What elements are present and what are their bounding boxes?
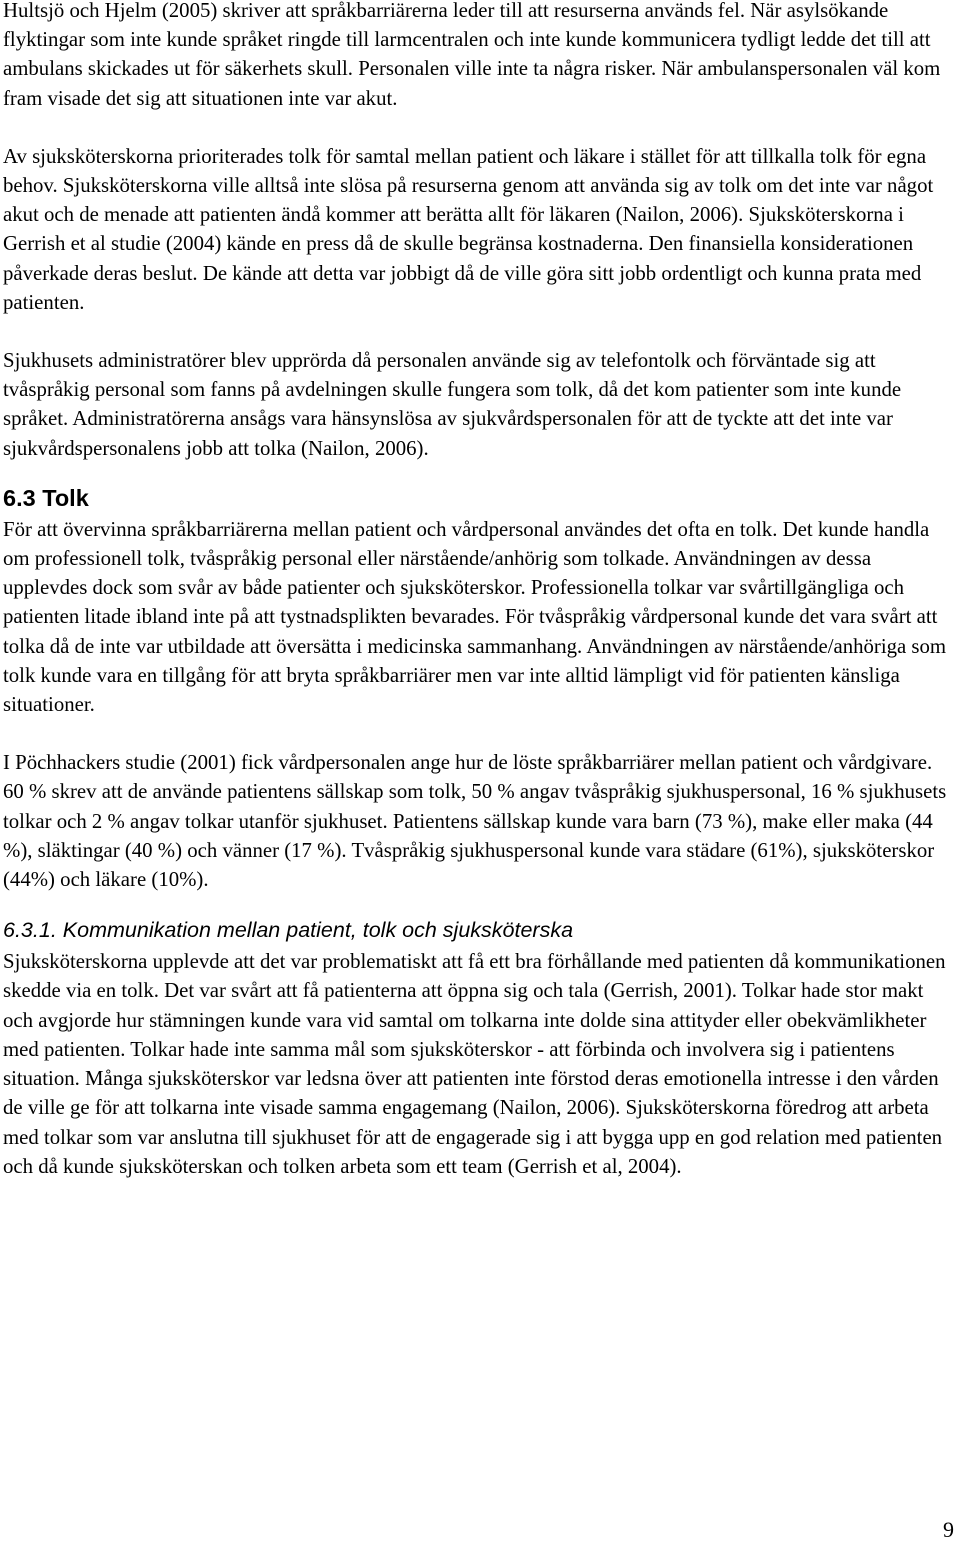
- sentence: Patientens sällskap kunde vara barn (73 %), make eller maka (44 %), släktingar (40 %) och vänner (17 %).: [3, 809, 933, 862]
- sentence: Många sjuksköterskor var ledsna över att patienten inte förstod deras emotionella intresse i den vården de ville ge för att tolkarna inte visade samma engagemang (Nailon, 2006).: [3, 1067, 939, 1120]
- sentence: Det kunde handla om professionell tolk, tvåspråkig personal eller närstående/anhörig som tolkade.: [3, 517, 930, 571]
- sentence: Sjukhusets administratörer blev upprörda då personalen använde sig av telefontolk och förväntade sig att tvåspråkig personal som fanns på avdelningen skulle fungera som tolk, då det kom patienter som inte kunde språket.: [3, 349, 902, 431]
- paragraph-interpreter-types: [3, 515, 958, 719]
- paragraph-communication: [3, 947, 958, 1181]
- document-page: [3, 0, 958, 1181]
- sentence: Användningen av närstående/anhöriga som tolk kunde vara en tillgång för att bryta språkbarriärer men var inte alltid lämpligt vid för patienten känsliga situationer.: [3, 634, 947, 717]
- sentence: Det var svårt att få patienterna att öppna sig och tala (Gerrish, 2001).: [164, 979, 737, 1003]
- sentence: Den finansiella konsiderationen påverkade deras beslut.: [3, 232, 914, 285]
- sentence: Sjuksköterskorna ville alltså inte slösa på resurserna genom att använda sig av tolk om det inte var något akut och de menade att patienten ändå kommer att berätta allt för läkaren (Nailon, 2006).: [3, 174, 934, 227]
- paragraph-pochhacker-study: [3, 748, 958, 894]
- section-number: 6.3.1.: [3, 918, 57, 943]
- sentence: För tvåspråkig vårdpersonal kunde det vara svårt att tolka då de inte var utbildade att översätta i medicinska sammanhang.: [3, 605, 938, 658]
- sentence: Tolkar hade inte samma mål som sjuksköterskor - att förbinda och involvera sig i patientens situation.: [3, 1037, 895, 1091]
- paragraph-administrators: [3, 346, 958, 463]
- sentence: Sjuksköterskorna föredrog att arbeta med tolkar som var anslutna till sjukhuset för att de engagerade sig i att bygga upp en god relation med patienten och då kunde sjuksköterskan och tolken arbeta som ett team (Gerrish et al, 2004).: [3, 1096, 943, 1178]
- sentence: Professionella tolkar var svårtillgängliga och patienten litade ibland inte på att tystnadsplikten bevarades.: [3, 576, 904, 629]
- sentence: Sjuksköterskorna i Gerrish et al studie (2004) kände en press då de skulle begränsa kostnaderna.: [3, 203, 904, 256]
- section-title: Tolk: [42, 484, 89, 511]
- sentence: Av sjuksköterskorna prioriterades tolk för samtal mellan patient och läkare i stället för att tillkalla tolk för egna behov.: [3, 144, 927, 198]
- sentence: I Pöchhackers studie (2001) fick vårdpersonalen ange hur de löste språkbarriärer mellan patient och vårdgivare.: [3, 751, 933, 775]
- section-title: Kommunikation mellan patient, tolk och sjuksköterska: [62, 918, 574, 943]
- sentence: Sjuksköterskorna upplevde att det var problematiskt att få ett bra förhållande med patienten då kommunikationen skedde via en tolk.: [3, 950, 946, 1003]
- section-heading-6-3-1: [3, 915, 958, 945]
- sentence: För att övervinna språkbarriärerna mellan patient och vårdpersonal användes det ofta en tolk.: [3, 517, 778, 541]
- paragraph-interpreter-priority: [3, 142, 958, 317]
- sentence: De kände att detta var jobbigt då de ville göra sitt jobb ordentligt och kunna prata med patienten.: [3, 261, 922, 314]
- sentence: Tolkar hade stor makt och avgjorde hur stämningen kunde vara vid samtal om tolkarna inte dolde sina attityder eller obekvämlikheter med patienten.: [3, 979, 927, 1061]
- page-number: 9: [943, 1517, 954, 1542]
- sentence: Användningen av dessa upplevdes dock som svår av både patienter och sjuksköterskor.: [3, 547, 872, 600]
- paragraph-resource-misuse: [3, 0, 958, 113]
- section-heading-6-3: [3, 483, 958, 513]
- sentence: Administratörerna ansågs vara hänsynslösa av sjukvårdspersonalen för att de tyckte att det inte var sjukvårdspersonalens jobb att tolka (Nailon, 2006).: [3, 407, 893, 460]
- section-number: 6.3: [3, 484, 36, 511]
- sentence: 60 % skrev att de använde patientens sällskap som tolk, 50 % angav tvåspråkig sjukhuspersonal, 16 % sjukhusets tolkar och 2 % angav tolkar utanför sjukhuset.: [3, 780, 947, 833]
- sentence: Hultsjö och Hjelm (2005) skriver att språkbarriärerna leder till att resurserna används fel. När asylsökande flyktingar som inte kunde språket ringde till larmcentralen och inte kunde kommunicera tydligt ledde det till att ambulans skickades ut för säkerhets skull. Personalen ville inte ta några risker. När ambulanspersonalen väl kom fram visade det sig att situationen inte var akut.: [3, 0, 941, 110]
- sentence: Tvåspråkig sjukhuspersonal kunde vara städare (61%), sjuksköterskor (44%) och läkare (10%).: [3, 838, 935, 892]
